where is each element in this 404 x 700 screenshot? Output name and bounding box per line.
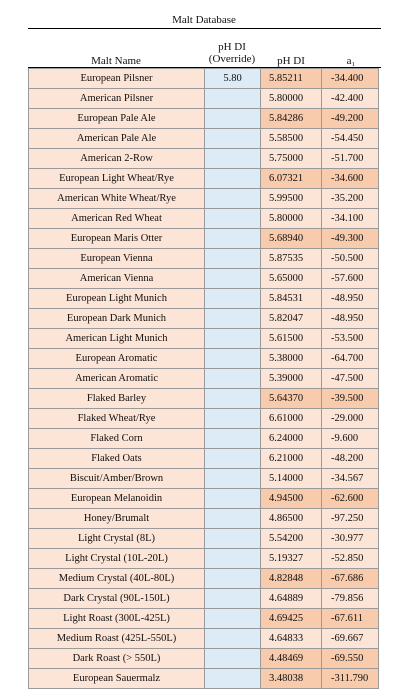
malt-name-cell[interactable]: European Dark Munich — [29, 309, 205, 329]
malt-name-cell[interactable]: American Aromatic — [29, 369, 205, 389]
malt-name-cell[interactable]: European Maris Otter — [29, 229, 205, 249]
a1-cell[interactable]: -67.686 — [322, 569, 379, 589]
malt-name-cell[interactable]: Dark Roast (> 550L) — [29, 649, 205, 669]
table-row — [29, 429, 379, 449]
ph-di-cell[interactable]: 5.84531 — [261, 289, 322, 309]
table-row — [29, 469, 379, 489]
a1-cell[interactable]: -52.850 — [322, 549, 379, 569]
a1-cell[interactable]: -49.300 — [322, 229, 379, 249]
table-row — [29, 489, 379, 509]
ph-override-cell[interactable] — [205, 129, 261, 149]
ph-di-cell[interactable]: 5.75000 — [261, 149, 322, 169]
ph-override-cell[interactable] — [205, 289, 261, 309]
ph-di-cell[interactable]: 5.85211 — [261, 69, 322, 89]
table-row — [29, 649, 379, 669]
malt-name-cell[interactable]: Flaked Barley — [29, 389, 205, 409]
malt-name-cell[interactable]: Light Roast (300L-425L) — [29, 609, 205, 629]
ph-override-cell[interactable] — [205, 329, 261, 349]
ph-override-cell[interactable] — [205, 209, 261, 229]
ph-override-cell[interactable] — [205, 169, 261, 189]
malt-name-cell[interactable]: American Pilsner — [29, 89, 205, 109]
ph-override-cell[interactable] — [205, 509, 261, 529]
table-row — [29, 549, 379, 569]
ph-override-cell[interactable] — [205, 469, 261, 489]
ph-override-cell[interactable] — [205, 389, 261, 409]
table-row — [29, 509, 379, 529]
ph-di-cell[interactable]: 5.87535 — [261, 249, 322, 269]
a1-cell[interactable]: -42.400 — [322, 89, 379, 109]
table-row — [29, 289, 379, 309]
ph-override-cell[interactable] — [205, 489, 261, 509]
sheet-title: Malt Database — [172, 14, 236, 26]
malt-name-cell[interactable]: Medium Roast (425L-550L) — [29, 629, 205, 649]
ph-di-cell[interactable]: 5.54200 — [261, 529, 322, 549]
header-ph-override-line2: (Override) — [208, 53, 256, 65]
ph-override-cell[interactable] — [205, 149, 261, 169]
malt-name-cell[interactable]: European Sauermalz — [29, 669, 205, 689]
ph-di-cell[interactable]: 4.69425 — [261, 609, 322, 629]
malt-name-cell[interactable]: European Aromatic — [29, 349, 205, 369]
a1-cell[interactable]: -49.200 — [322, 109, 379, 129]
ph-override-cell[interactable] — [205, 109, 261, 129]
a1-cell[interactable]: -54.450 — [322, 129, 379, 149]
a1-cell[interactable]: -79.856 — [322, 589, 379, 609]
ph-di-cell[interactable]: 5.65000 — [261, 269, 322, 289]
table-row — [29, 89, 379, 109]
ph-di-cell[interactable]: 5.14000 — [261, 469, 322, 489]
ph-override-cell[interactable] — [205, 229, 261, 249]
ph-di-cell[interactable]: 4.64833 — [261, 629, 322, 649]
malt-name-cell[interactable]: Flaked Oats — [29, 449, 205, 469]
header-ph-di: pH DI — [277, 55, 305, 67]
a1-cell[interactable]: -69.667 — [322, 629, 379, 649]
ph-override-cell[interactable] — [205, 249, 261, 269]
a1-cell[interactable]: -29.000 — [322, 409, 379, 429]
ph-di-cell[interactable]: 6.21000 — [261, 449, 322, 469]
ph-di-cell[interactable]: 5.38000 — [261, 349, 322, 369]
ph-override-cell[interactable] — [205, 449, 261, 469]
ph-override-cell[interactable] — [205, 609, 261, 629]
malt-name-cell[interactable]: European Light Wheat/Rye — [29, 169, 205, 189]
ph-override-cell[interactable] — [205, 649, 261, 669]
malt-name-cell[interactable]: Light Crystal (10L-20L) — [29, 549, 205, 569]
malt-name-cell[interactable]: Flaked Wheat/Rye — [29, 409, 205, 429]
malt-name-cell[interactable]: European Vienna — [29, 249, 205, 269]
ph-di-cell[interactable]: 6.61000 — [261, 409, 322, 429]
a1-cell[interactable]: -30.977 — [322, 529, 379, 549]
malt-name-cell[interactable]: American Red Wheat — [29, 209, 205, 229]
a1-cell[interactable]: -62.600 — [322, 489, 379, 509]
table-row — [29, 389, 379, 409]
ph-di-cell[interactable]: 5.82047 — [261, 309, 322, 329]
table-row — [29, 349, 379, 369]
a1-cell[interactable]: -69.550 — [322, 649, 379, 669]
malt-name-cell[interactable]: European Pale Ale — [29, 109, 205, 129]
table-row — [29, 369, 379, 389]
table-row — [29, 129, 379, 149]
ph-di-cell[interactable]: 5.64370 — [261, 389, 322, 409]
ph-override-cell[interactable] — [205, 629, 261, 649]
table-row — [29, 209, 379, 229]
a1-cell[interactable]: -48.950 — [322, 309, 379, 329]
a1-cell[interactable]: -9.600 — [322, 429, 379, 449]
ph-override-cell[interactable] — [205, 669, 261, 689]
table-row — [29, 569, 379, 589]
malt-name-cell[interactable]: European Pilsner — [29, 69, 205, 89]
table-row — [29, 189, 379, 209]
ph-di-cell[interactable]: 4.64889 — [261, 589, 322, 609]
a1-cell[interactable]: -39.500 — [322, 389, 379, 409]
a1-cell[interactable]: -48.200 — [322, 449, 379, 469]
a1-cell[interactable]: -64.700 — [322, 349, 379, 369]
malt-name-cell[interactable]: Medium Crystal (40L-80L) — [29, 569, 205, 589]
ph-di-cell[interactable]: 5.84286 — [261, 109, 322, 129]
ph-di-cell[interactable]: 6.24000 — [261, 429, 322, 449]
malt-name-cell[interactable]: Light Crystal (8L) — [29, 529, 205, 549]
ph-di-cell[interactable]: 5.80000 — [261, 89, 322, 109]
malt-name-cell[interactable]: American Vienna — [29, 269, 205, 289]
table-row — [29, 629, 379, 649]
table-row — [29, 409, 379, 429]
ph-override-cell[interactable] — [205, 189, 261, 209]
a1-cell[interactable]: -51.700 — [322, 149, 379, 169]
ph-override-cell[interactable] — [205, 589, 261, 609]
table-row — [29, 329, 379, 349]
ph-di-cell[interactable]: 6.07321 — [261, 169, 322, 189]
ph-di-cell[interactable]: 4.48469 — [261, 649, 322, 669]
ph-di-cell[interactable]: 4.86500 — [261, 509, 322, 529]
a1-cell[interactable]: -50.500 — [322, 249, 379, 269]
a1-cell[interactable]: -35.200 — [322, 189, 379, 209]
title-rule — [28, 28, 381, 29]
table-row — [29, 229, 379, 249]
table-row — [29, 449, 379, 469]
ph-override-cell[interactable] — [205, 89, 261, 109]
malt-name-cell[interactable]: American 2-Row — [29, 149, 205, 169]
a1-cell[interactable]: -311.790 — [322, 669, 379, 689]
ph-override-cell[interactable] — [205, 409, 261, 429]
ph-override-cell[interactable] — [205, 429, 261, 449]
ph-override-cell[interactable] — [205, 309, 261, 329]
ph-override-cell[interactable] — [205, 349, 261, 369]
header-malt-name: Malt Name — [91, 55, 141, 67]
header-ph-override — [204, 41, 260, 65]
a1-cell[interactable]: -34.600 — [322, 169, 379, 189]
a1-cell[interactable]: -97.250 — [322, 509, 379, 529]
ph-di-cell[interactable]: 5.68940 — [261, 229, 322, 249]
table-row — [29, 669, 379, 689]
ph-di-cell[interactable]: 4.82848 — [261, 569, 322, 589]
malt-name-cell[interactable]: Flaked Corn — [29, 429, 205, 449]
table-row — [29, 249, 379, 269]
a1-cell[interactable]: -34.567 — [322, 469, 379, 489]
table-row — [29, 309, 379, 329]
a1-cell[interactable]: -48.950 — [322, 289, 379, 309]
ph-di-cell[interactable]: 5.61500 — [261, 329, 322, 349]
ph-di-cell[interactable]: 5.58500 — [261, 129, 322, 149]
malt-name-cell[interactable]: American Light Munich — [29, 329, 205, 349]
a1-cell[interactable]: -47.500 — [322, 369, 379, 389]
table-row — [29, 589, 379, 609]
ph-di-cell[interactable]: 5.19327 — [261, 549, 322, 569]
malt-table-body — [29, 69, 379, 689]
ph-di-cell[interactable]: 5.39000 — [261, 369, 322, 389]
a1-cell[interactable]: -34.400 — [322, 69, 379, 89]
ph-di-cell[interactable]: 3.48038 — [261, 669, 322, 689]
ph-override-cell[interactable] — [205, 549, 261, 569]
a1-cell[interactable]: -34.100 — [322, 209, 379, 229]
malt-name-cell[interactable]: Honey/Brumalt — [29, 509, 205, 529]
table-row — [29, 269, 379, 289]
header-ph-override-line1: pH DI — [218, 41, 246, 53]
table-row — [29, 149, 379, 169]
malt-name-cell[interactable]: Biscuit/Amber/Brown — [29, 469, 205, 489]
malt-table — [28, 68, 379, 689]
malt-name-cell[interactable]: American Pale Ale — [29, 129, 205, 149]
header-a1: a₁ — [346, 55, 356, 67]
ph-override-cell[interactable] — [205, 569, 261, 589]
a1-cell[interactable]: -57.600 — [322, 269, 379, 289]
table-row — [29, 529, 379, 549]
ph-override-cell[interactable] — [205, 269, 261, 289]
malt-name-cell[interactable]: European Light Munich — [29, 289, 205, 309]
table-row — [29, 169, 379, 189]
ph-override-cell[interactable] — [205, 529, 261, 549]
ph-override-cell[interactable]: 5.80 — [205, 69, 261, 89]
table-row — [29, 69, 379, 89]
malt-name-cell[interactable]: Dark Crystal (90L-150L) — [29, 589, 205, 609]
ph-override-cell[interactable] — [205, 369, 261, 389]
table-row — [29, 609, 379, 629]
table-row — [29, 109, 379, 129]
ph-di-cell[interactable]: 4.94500 — [261, 489, 322, 509]
a1-cell[interactable]: -67.611 — [322, 609, 379, 629]
a1-cell[interactable]: -53.500 — [322, 329, 379, 349]
ph-di-cell[interactable]: 5.99500 — [261, 189, 322, 209]
ph-di-cell[interactable]: 5.80000 — [261, 209, 322, 229]
malt-name-cell[interactable]: American White Wheat/Rye — [29, 189, 205, 209]
malt-name-cell[interactable]: European Melanoidin — [29, 489, 205, 509]
